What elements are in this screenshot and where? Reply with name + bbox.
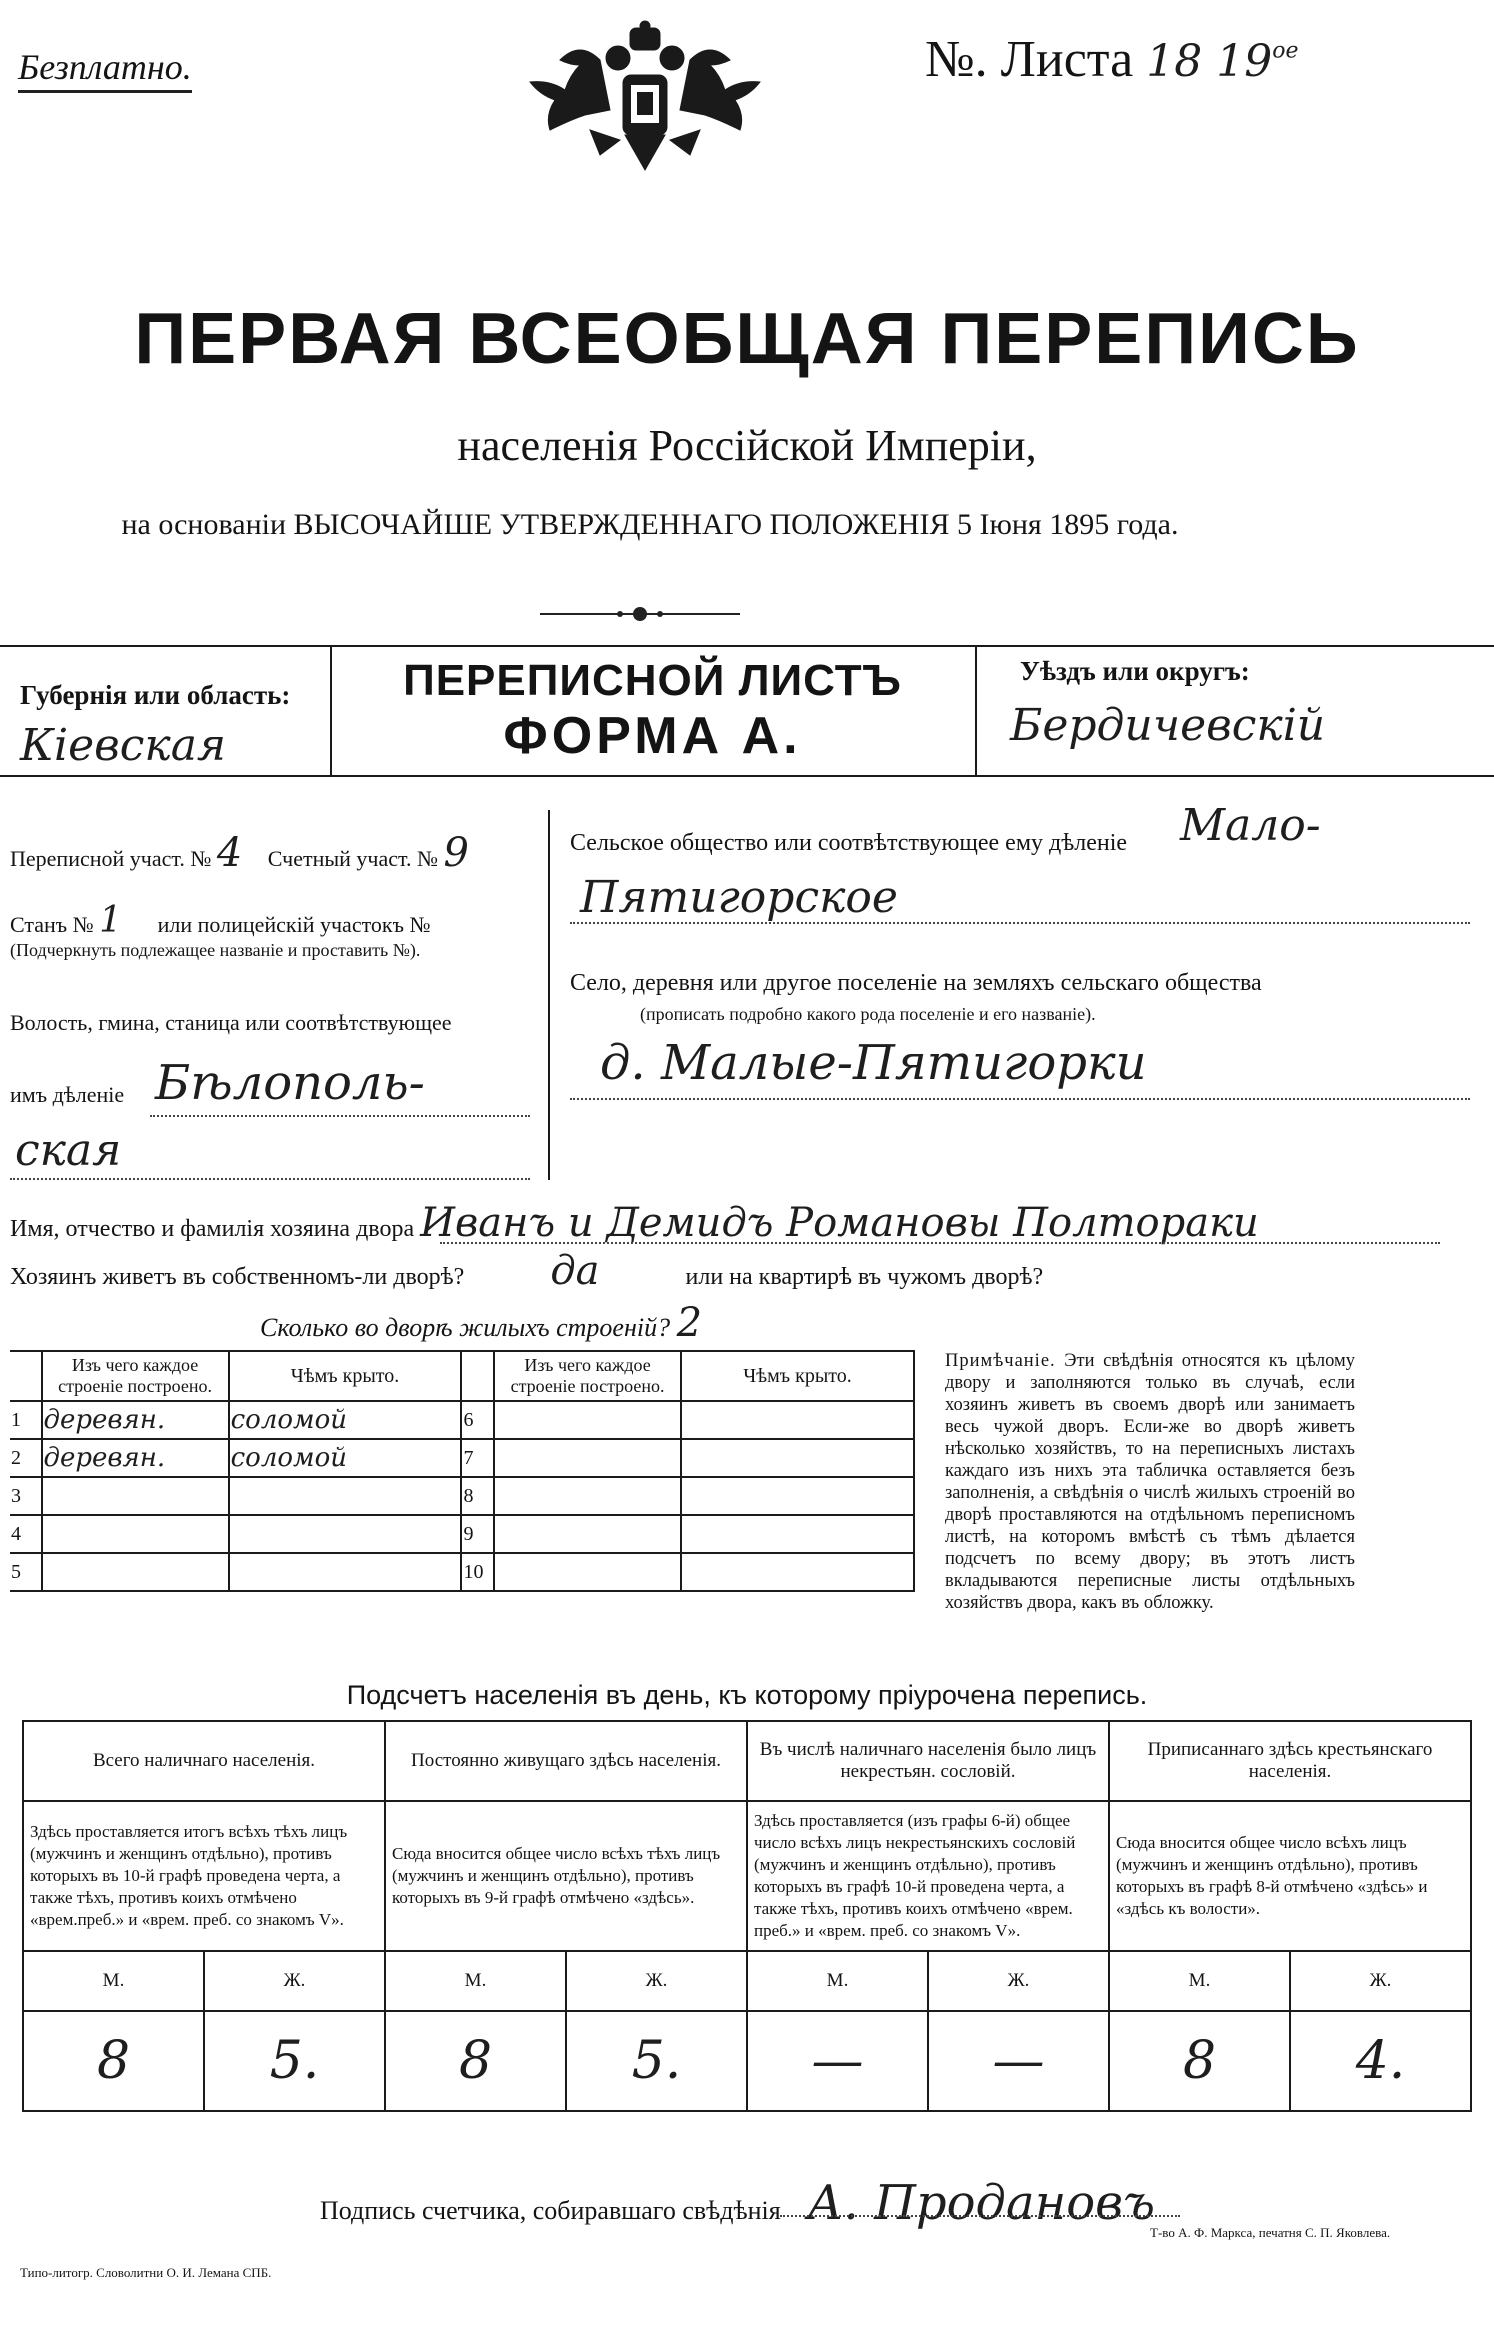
table-row <box>10 1553 914 1591</box>
buildings-label: Сколько во дворѣ жилыхъ строеній? <box>260 1313 671 1342</box>
row-material <box>494 1439 681 1477</box>
double-headed-eagle-emblem <box>500 20 790 190</box>
population-title: Подсчетъ населенія въ день, къ которому пріурочена перепись. <box>346 1680 1148 1710</box>
census-subtitle: населенія Россійской Имперіи, <box>457 421 1037 470</box>
owner-name-field <box>10 1200 1259 1246</box>
row-material: деревян. <box>42 1401 229 1439</box>
row-material <box>494 1553 681 1591</box>
female-label: Ж. <box>1290 1951 1471 2011</box>
pop-col-2-desc: Сюда вносится общее число всѣхъ тѣхъ лицъ (мужчинъ и женщинъ отдѣльно), противъ которыхъ въ 9-й графѣ отмѣчено «здѣсь». <box>385 1801 747 1951</box>
province-label: Губернія или область: <box>20 680 291 710</box>
pop-col-1-desc: Здѣсь проставляется итогъ всѣхъ тѣхъ лицъ (мужчинъ и женщинъ отдѣльно), противъ которыхъ въ 10-й графѣ проведена черта, а также тѣхъ, противъ коихъ отмѣчено «врем.преб.» и «врем. преб. со знакомъ V». <box>23 1801 385 1951</box>
row-roof <box>229 1515 462 1553</box>
police-label: или полицейскій участокъ № <box>157 912 431 937</box>
pop-value-registered-male: 8 <box>1109 2011 1290 2111</box>
village-note: (прописать подробно какого рода поселеніе и его названіе). <box>640 1004 1096 1024</box>
count-plot-label: Счетный участ. № <box>267 846 438 871</box>
row-roof <box>229 1553 462 1591</box>
row-number: 3 <box>10 1477 42 1515</box>
table-row <box>10 1401 914 1439</box>
signature-label: Подпись счетчика, собиравшаго свѣдѣнія <box>320 2196 781 2225</box>
district-value: Бердичевскій <box>1010 700 1326 751</box>
owner-name-value: Иванъ и Демидъ Романовы Полтораки <box>420 1200 1259 1246</box>
count-plot-value: 9 <box>443 830 469 876</box>
volost-label-1: Волость, гмина, станица или соотвѣтствующее <box>10 1010 452 1035</box>
row-roof <box>681 1401 914 1439</box>
free-label: Безплатно. <box>18 46 192 93</box>
province-value: Кіевская <box>20 720 227 771</box>
pop-col-3-header: Въ числѣ наличнаго населенія было лицъ некрестьян. сословій. <box>747 1721 1109 1801</box>
own-yard-field <box>10 1248 1043 1294</box>
buildings-field <box>260 1300 702 1346</box>
rent-label: или на квартирѣ въ чужомъ дворѣ? <box>685 1264 1044 1290</box>
pop-value-registered-female: 4. <box>1290 2011 1471 2111</box>
printer-left: Типо-литогр. Словолитни О. И. Лемана СПБ. <box>20 2265 272 2280</box>
row-number: 4 <box>10 1515 42 1553</box>
row-material <box>494 1401 681 1439</box>
row-number: 6 <box>461 1401 494 1439</box>
census-plot-value: 4 <box>216 830 243 876</box>
row-number: 8 <box>461 1477 494 1515</box>
buildings-table <box>10 1350 915 1592</box>
pop-col-2-header: Постоянно живущаго здѣсь населенія. <box>385 1721 747 1801</box>
pop-value-total-female: 5. <box>204 2011 385 2111</box>
pop-value-resident-male: 8 <box>385 2011 566 2111</box>
row-number: 9 <box>461 1515 494 1553</box>
row-material <box>494 1515 681 1553</box>
printer-right: Т-во А. Ф. Маркса, печатня С. П. Яковлева. <box>1150 2225 1391 2240</box>
col-material-header-right: Изъ чего каждое строеніе построено. <box>494 1351 681 1401</box>
table-row <box>10 1477 914 1515</box>
row-roof <box>681 1553 914 1591</box>
buildings-value: 2 <box>676 1300 703 1346</box>
col-roof-header-right: Чѣмъ крыто. <box>681 1351 914 1401</box>
row-roof <box>229 1477 462 1515</box>
signature-value: А. Продановъ <box>807 2175 1156 2231</box>
village-value: д. Малые-Пятигорки <box>600 1035 1147 1091</box>
row-roof: соломой <box>229 1401 462 1439</box>
note-text: Эти свѣдѣнія относятся къ цѣлому двору и заполняются только въ случаѣ, если хозяинъ живетъ въ своемъ дворѣ или занимаетъ весь чужой дворъ. Если-же во дворѣ живетъ нѣсколько хозяйствъ, то на переписныхъ листахъ каждаго изъ нихъ эта табличка оставляется безъ заполненія, а свѣдѣнія о числѣ жилыхъ строеній во дворѣ проставляются на отдѣльномъ переписномъ листѣ, на которомъ вмѣстѣ съ тѣмъ дѣлается подсчетъ по всему двору; въ этотъ листъ вкладываются переписные листы отдѣльныхъ хозяйствъ двора, какъ въ обложку. <box>945 1351 1355 1613</box>
census-title: ПЕРВАЯ ВСЕОБЩАЯ ПЕРЕПИСЬ <box>134 299 1360 379</box>
signature-field <box>320 2175 1155 2231</box>
stan-value: 1 <box>99 900 123 941</box>
sheet-number-label: №. Листа <box>925 31 1134 88</box>
sheet-number-value: 18 19 <box>1146 36 1273 87</box>
ornament-divider <box>540 602 740 626</box>
own-yard-label: Хозяинъ живетъ въ собственномъ-ли дворѣ? <box>10 1264 465 1290</box>
col-material-header-left: Изъ чего каждое строеніе построено. <box>42 1351 229 1401</box>
female-label: Ж. <box>928 1951 1109 2011</box>
row-number: 10 <box>461 1553 494 1591</box>
note-block <box>945 1350 1355 1614</box>
stan-field <box>10 900 430 941</box>
society-label: Сельское общество или соотвѣтствующее ему дѣленіе <box>570 830 1128 856</box>
village-label: Село, деревня или другое поселеніе на земляхъ сельскаго общества <box>570 970 1262 996</box>
male-label: М. <box>23 1951 204 2011</box>
row-material: деревян. <box>42 1439 229 1477</box>
district-label: Уѣздъ или округъ: <box>1020 656 1250 686</box>
pop-col-1-header: Всего наличнаго населенія. <box>23 1721 385 1801</box>
pop-value-nonpeasant-female: — <box>928 2011 1109 2111</box>
pop-value-nonpeasant-male: — <box>747 2011 928 2111</box>
volost-value-2: ская <box>15 1125 122 1176</box>
census-plot-field <box>10 830 469 876</box>
underline-note: (Подчеркнуть подлежащее названіе и проставить №). <box>10 940 421 960</box>
row-number: 5 <box>10 1553 42 1591</box>
male-label: М. <box>385 1951 566 2011</box>
population-table <box>22 1720 1472 2112</box>
row-number: 1 <box>10 1401 42 1439</box>
society-value-1: Мало- <box>1180 800 1321 851</box>
volost-value-1: Бѣлополь- <box>155 1055 425 1111</box>
table-row <box>10 1515 914 1553</box>
society-value-2: Пятигорское <box>580 872 898 923</box>
row-material <box>42 1477 229 1515</box>
female-label: Ж. <box>566 1951 747 2011</box>
row-roof <box>681 1439 914 1477</box>
own-yard-value: да <box>550 1248 600 1294</box>
male-label: М. <box>747 1951 928 2011</box>
pop-col-4-header: Приписаннаго здѣсь крестьянскаго населенія. <box>1109 1721 1471 1801</box>
col-roof-header-left: Чѣмъ крыто. <box>229 1351 462 1401</box>
row-roof: соломой <box>229 1439 462 1477</box>
sheet-number-suffix: ое <box>1272 38 1299 64</box>
row-roof <box>681 1515 914 1553</box>
census-basis: на основаніи ВЫСОЧАЙШЕ УТВЕРЖДЕННАГО ПОЛОЖЕНІЯ 5 Іюня 1895 года. <box>121 508 1179 541</box>
table-row <box>10 1439 914 1477</box>
census-plot-label: Переписной участ. № <box>10 846 212 871</box>
stan-label: Станъ № <box>10 912 94 937</box>
row-material <box>42 1515 229 1553</box>
pop-value-total-male: 8 <box>23 2011 204 2111</box>
pop-col-4-desc: Сюда вносится общее число всѣхъ лицъ (мужчинъ и женщинъ отдѣльно), противъ которыхъ въ графѣ 8-й отмѣчено «здѣсь» и «здѣсь къ волости». <box>1109 1801 1471 1951</box>
form-title-line1: ПЕРЕПИСНОЙ ЛИСТЪ <box>403 656 902 705</box>
row-material <box>494 1477 681 1515</box>
sheet-number <box>925 30 1298 89</box>
row-roof <box>681 1477 914 1515</box>
row-material <box>42 1553 229 1591</box>
row-number: 2 <box>10 1439 42 1477</box>
row-number: 7 <box>461 1439 494 1477</box>
male-label: М. <box>1109 1951 1290 2011</box>
pop-col-3-desc: Здѣсь проставляется (изъ графы 6-й) общее число всѣхъ лицъ некрестьянскихъ сословій (мужчинъ и женщинъ отдѣльно), противъ которыхъ въ графѣ 10-й проведена черта, а также тѣхъ, противъ коихъ отмѣчено «врем. преб.» и «врем. преб. со знакомъ V». <box>747 1801 1109 1951</box>
volost-label-2: имъ дѣленіе <box>10 1082 125 1107</box>
female-label: Ж. <box>204 1951 385 2011</box>
form-title-line2: ФОРМА А. <box>503 707 802 765</box>
form-title <box>330 656 975 766</box>
note-label: Примѣчаніе. <box>945 1351 1056 1371</box>
pop-value-resident-female: 5. <box>566 2011 747 2111</box>
owner-name-label: Имя, отчество и фамилія хозяина двора <box>10 1216 415 1242</box>
